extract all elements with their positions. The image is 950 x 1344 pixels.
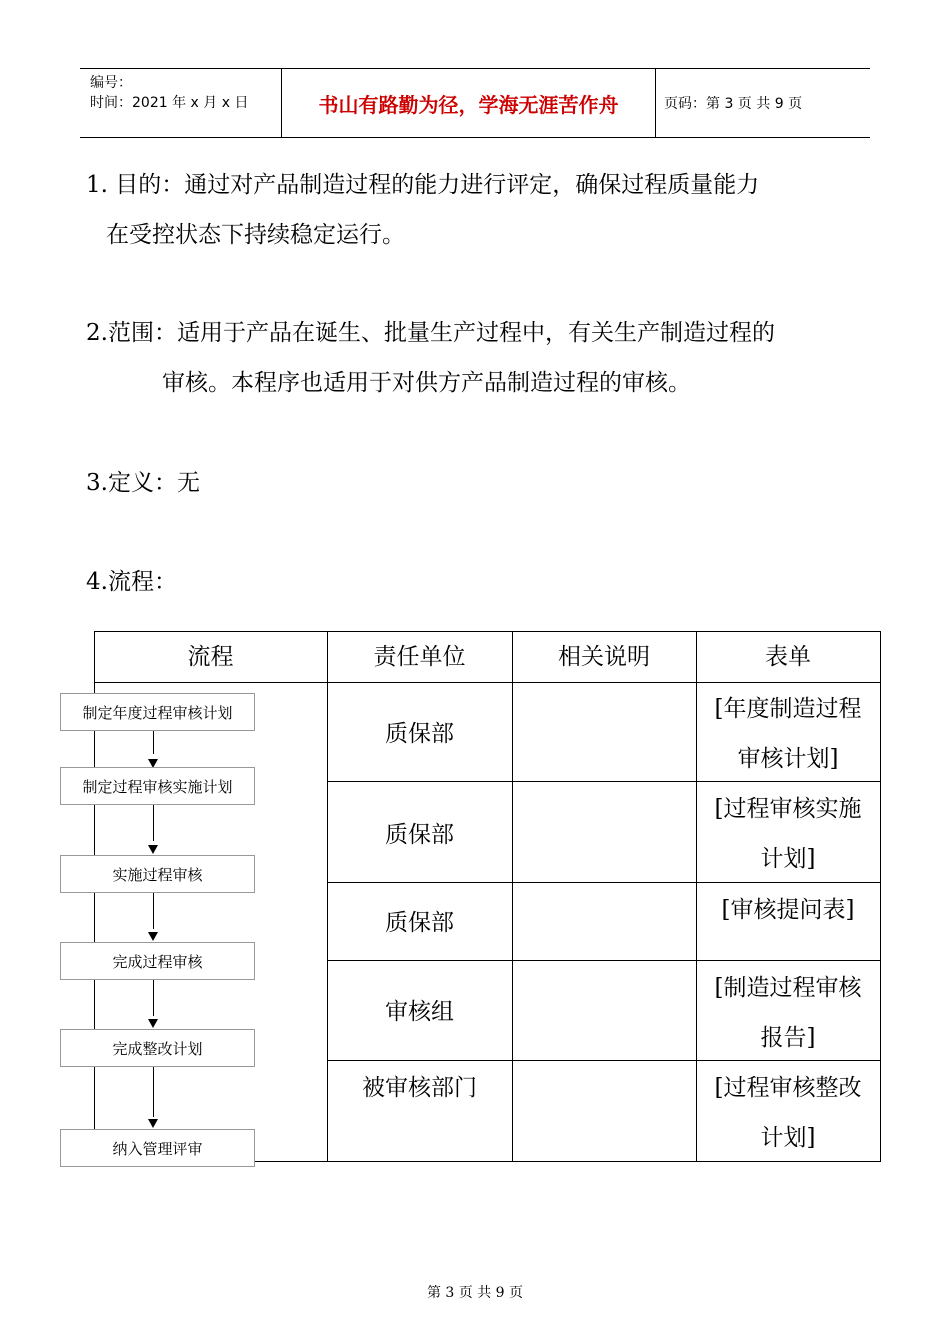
section-1-line-1: 1. 目的：通过对产品制造过程的能力进行评定，确保过程质量能力 (86, 172, 760, 198)
form-line: 计划] (760, 846, 816, 872)
form-line: [审核提问表] (721, 897, 855, 923)
flow-step-complete-audit: 完成过程审核 (60, 942, 255, 980)
flow-arrow-icon (148, 845, 158, 854)
section-3-definition: 3.定义：无 (86, 470, 200, 496)
form-line: [制造过程审核 (714, 975, 862, 1001)
flow-step-rectification-plan: 完成整改计划 (60, 1029, 255, 1067)
table-cell-form (696, 885, 880, 935)
flow-arrow-icon (148, 1119, 158, 1128)
flow-arrow-icon (148, 1019, 158, 1028)
section-2-line-2: 审核。本程序也适用于对供方产品制造过程的审核。 (162, 370, 691, 396)
document-header (80, 68, 870, 138)
table-cell-form (696, 963, 880, 1063)
table-border-right (880, 631, 881, 1162)
table-header-note: 相关说明 (558, 644, 650, 670)
page-footer: 第 3 页 共 9 页 (426, 1285, 524, 1301)
flow-arrow-icon (148, 932, 158, 941)
table-cell-form (696, 1063, 880, 1163)
flow-connector (153, 1066, 154, 1117)
form-line: 审核计划] (737, 746, 839, 772)
form-line: 报告] (760, 1025, 816, 1051)
header-page-info: 页码：第 3 页 共 9 页 (664, 96, 803, 112)
header-motto: 书山有路勤为径，学海无涯苦作舟 (281, 69, 656, 137)
table-divider-2 (512, 631, 513, 1162)
table-row-divider (327, 960, 881, 961)
table-cell-unit: 被审核部门 (362, 1075, 477, 1101)
flow-step-conduct-audit: 实施过程审核 (60, 855, 255, 893)
table-cell-form (696, 784, 880, 884)
table-header-form: 表单 (765, 644, 811, 670)
document-time-label: 时间：2021 年 x 月 x 日 (90, 95, 249, 111)
flow-connector (153, 804, 154, 841)
section-2-line-1: 2.范围：适用于产品在诞生、批量生产过程中，有关生产制造过程的 (86, 320, 775, 346)
form-line: [过程审核实施 (714, 796, 862, 822)
table-header-divider (94, 682, 881, 683)
document-number-label: 编号： (90, 75, 132, 91)
flow-step-annual-plan: 制定年度过程审核计划 (60, 693, 255, 731)
table-header-process: 流程 (187, 644, 234, 670)
header-meta (90, 73, 285, 113)
section-4-process-title: 4.流程： (86, 569, 177, 595)
flow-connector (153, 979, 154, 1016)
table-cell-unit: 质保部 (385, 822, 454, 848)
flow-connector (153, 892, 154, 929)
flow-step-implementation-plan: 制定过程审核实施计划 (60, 767, 255, 805)
flow-connector (153, 730, 154, 754)
table-header-unit: 责任单位 (373, 644, 466, 670)
table-cell-unit: 质保部 (385, 721, 454, 747)
flow-step-management-review: 纳入管理评审 (60, 1129, 255, 1167)
table-cell-unit: 质保部 (385, 910, 454, 936)
form-line: 计划] (760, 1125, 816, 1151)
form-line: [年度制造过程 (714, 696, 862, 722)
table-cell-form (696, 684, 880, 784)
form-line: [过程审核整改 (714, 1075, 862, 1101)
section-1-line-2: 在受控状态下持续稳定运行。 (106, 222, 405, 248)
table-cell-unit: 审核组 (385, 999, 454, 1025)
